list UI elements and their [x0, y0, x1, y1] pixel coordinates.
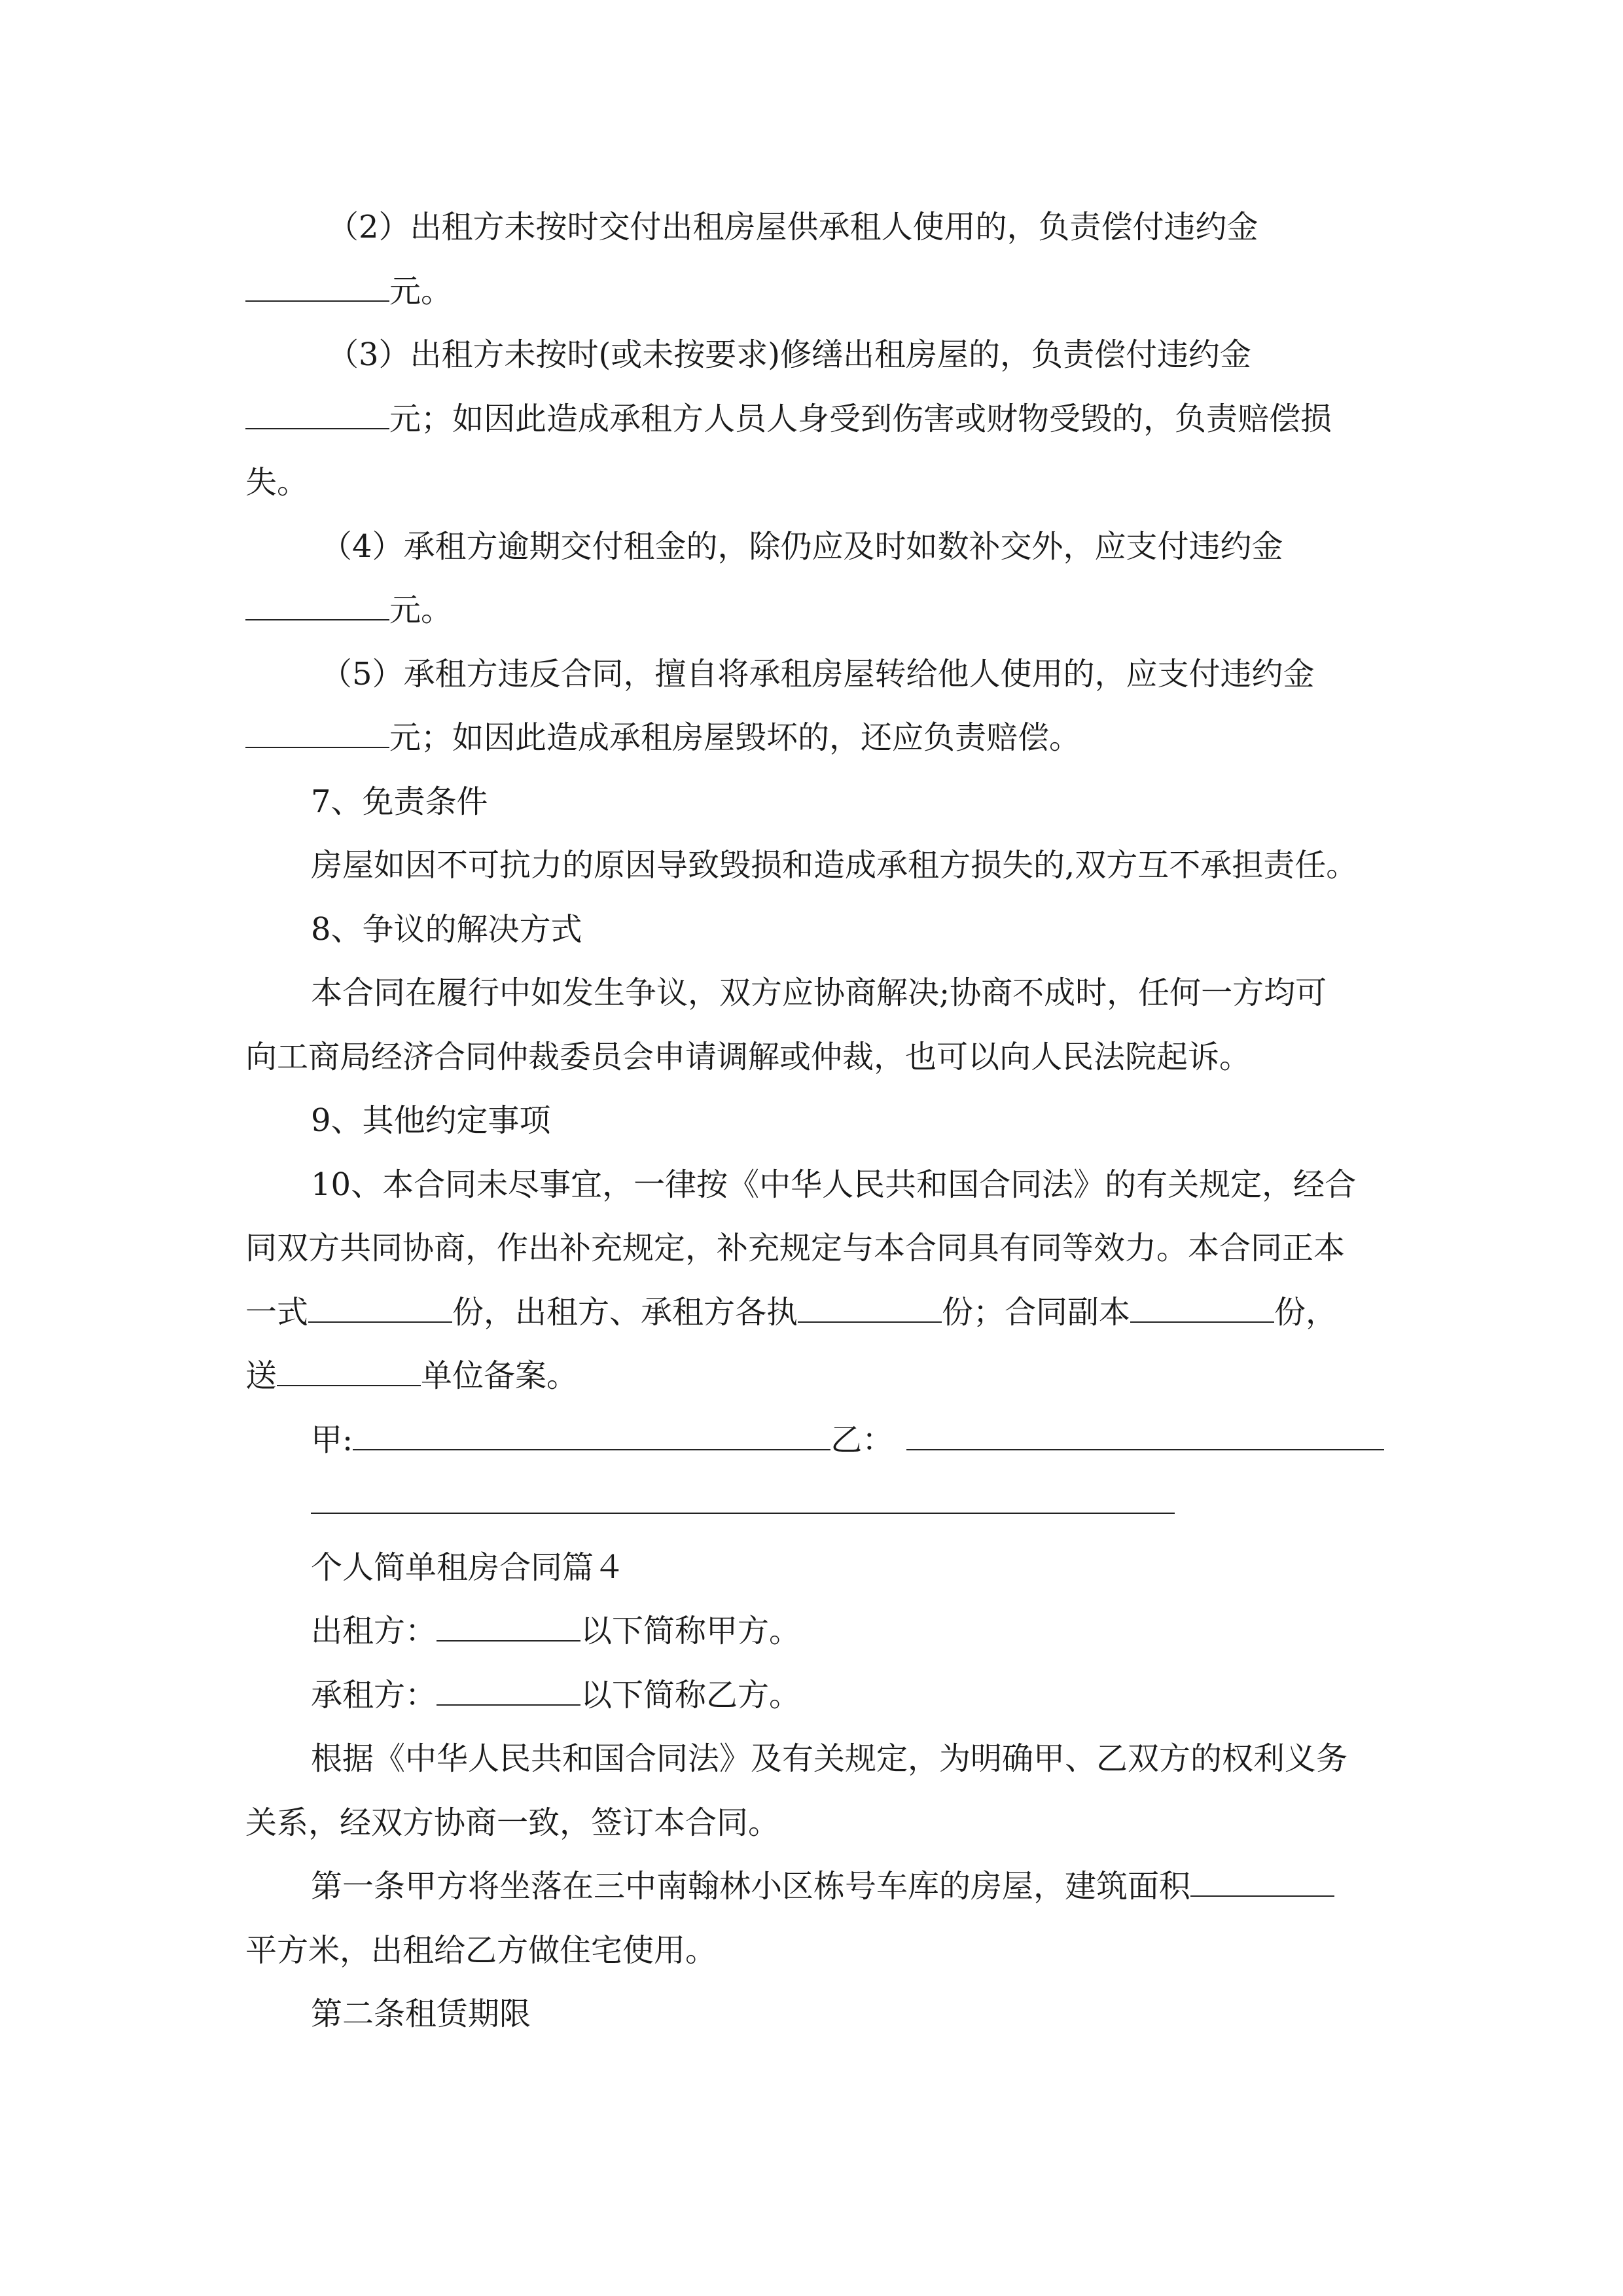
section-10-line4: 送 单位备案。 [245, 1357, 579, 1394]
article-title: 个人简单租房合同篇４ [311, 1549, 626, 1586]
date-line [311, 1484, 1175, 1523]
area-field[interactable] [1190, 1867, 1334, 1897]
blank-field[interactable] [245, 272, 389, 302]
clause-6-4-line1: （4）承租方逾期交付租金的，除仍应及时如数补交外，应支付违约金 [321, 528, 1283, 565]
party-a-signature-field[interactable] [353, 1420, 830, 1450]
lessor-line: 出租方： 以下简称甲方。 [311, 1613, 801, 1649]
blank-field[interactable] [1130, 1293, 1274, 1323]
section-7-text: 房屋如因不可抗力的原因导致毁损和造成承租方损失的,双方互不承担责任。 [311, 847, 1358, 884]
blank-field[interactable] [245, 399, 389, 429]
article-1-line2: 平方米，出租给乙方做住宅使用。 [245, 1932, 717, 1969]
blank-field[interactable] [245, 590, 389, 620]
blank-field[interactable] [245, 718, 389, 748]
preamble-line2: 关系，经双方协商一致，签订本合同。 [245, 1804, 780, 1841]
party-b-signature-field[interactable] [906, 1420, 1384, 1450]
blank-field[interactable] [277, 1356, 421, 1386]
blank-field[interactable] [651, 1484, 743, 1514]
clause-6-3-line2: 元；如因此造成承租方人员人身受到伤害或财物受毁的，负责赔偿损 [245, 399, 1332, 439]
clause-6-4-line2: 元。 [245, 590, 452, 630]
lessor-name-field[interactable] [437, 1611, 580, 1641]
section-7-heading: 7、免责条件 [311, 783, 488, 820]
section-10-line3: 一式 份，出租方、承租方各执 份；合同副本 份， [245, 1294, 1338, 1331]
clause-6-3-line3: 失。 [245, 464, 309, 501]
preamble-line1: 根据《中华人民共和国合同法》及有关规定，为明确甲、乙双方的权利义务 [311, 1740, 1348, 1777]
section-8-text-line1: 本合同在履行中如发生争议，双方应协商解决;协商不成时，任何一方均可 [311, 975, 1327, 1011]
article-2-heading: 第二条租赁期限 [311, 1996, 531, 2032]
section-9-heading: 9、其他约定事项 [311, 1102, 551, 1139]
blank-field[interactable] [743, 1484, 939, 1514]
blank-field[interactable] [311, 1484, 507, 1514]
blank-field[interactable] [507, 1484, 651, 1514]
section-10-line1: 10、本合同未尽事宜，一律按《中华人民共和国合同法》的有关规定，经合 [311, 1166, 1357, 1203]
clause-6-5-line2: 元；如因此造成承租房屋毁坏的，还应负责赔偿。 [245, 718, 1080, 757]
signature-line: 甲: 乙： [311, 1420, 1384, 1460]
lessee-line: 承租方： 以下简称乙方。 [311, 1677, 801, 1713]
section-10-line2: 同双方共同协商，作出补充规定，补充规定与本合同具有同等效力。本合同正本 [245, 1230, 1346, 1266]
blank-field[interactable] [308, 1293, 452, 1323]
clause-6-3-line1: （3）出租方未按时(或未按要求)修缮出租房屋的，负责偿付违约金 [327, 336, 1251, 373]
blank-field[interactable] [939, 1484, 1083, 1514]
clause-6-5-line1: （5）承租方违反合同，擅自将承租房屋转给他人使用的，应支付违约金 [321, 656, 1315, 692]
clause-6-2-line2: 元。 [245, 272, 452, 311]
blank-field[interactable] [798, 1293, 942, 1323]
section-8-text-line2: 向工商局经济合同仲裁委员会申请调解或仲裁，也可以向人民法院起诉。 [245, 1039, 1251, 1075]
article-1-line1: 第一条甲方将坐落在三中南翰林小区栋号车库的房屋，建筑面积 [311, 1867, 1334, 1906]
section-8-heading: 8、争议的解决方式 [311, 911, 582, 948]
lessee-name-field[interactable] [437, 1676, 580, 1706]
clause-6-2-line1: （2）出租方未按时交付出租房屋供承租人使用的，负责偿付违约金 [327, 209, 1258, 245]
blank-field[interactable] [1083, 1484, 1175, 1514]
